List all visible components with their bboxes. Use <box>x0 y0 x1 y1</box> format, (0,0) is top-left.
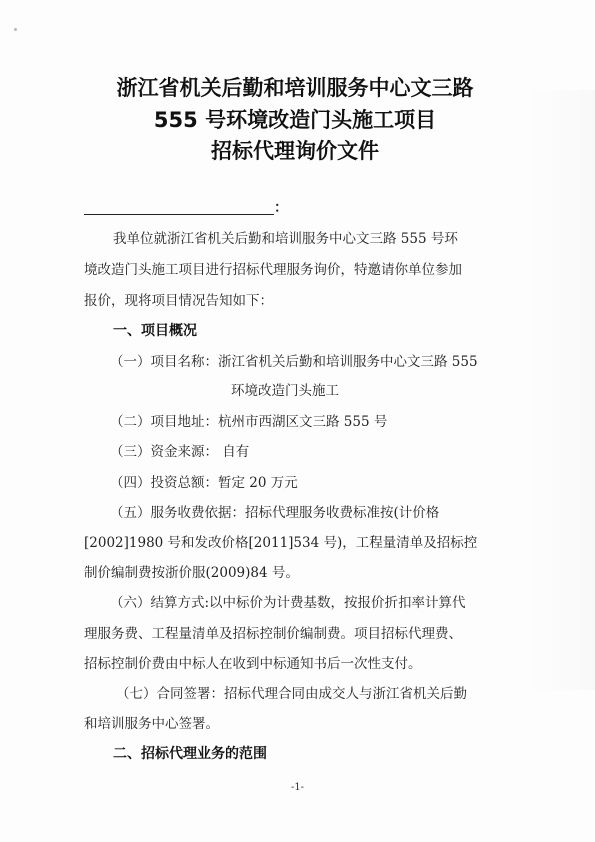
item-4: （四）投资总额：暂定 20 万元 <box>110 475 298 491</box>
item-6-line-2: 理服务费、工程量清单及招标控制价编制费。项目招标代理费、 <box>84 626 462 642</box>
item-1-line-1: （一）项目名称：浙江省机关后勤和培训服务中心文三路 555 <box>110 354 478 370</box>
item-2: （二）项目地址：杭州市西湖区文三路 555 号 <box>110 414 388 430</box>
item-7-line-2: 和培训服务中心签署。 <box>84 716 219 732</box>
intro-line-1: 我单位就浙江省机关后勤和培训服务中心文三路 555 号环 <box>113 231 458 247</box>
scan-shadow <box>525 90 595 690</box>
addressee-colon: ： <box>274 200 288 216</box>
item-5-line-3: 制价编制费按浙价服(2009)84 号。 <box>84 565 299 581</box>
scan-speck <box>14 28 17 31</box>
item-5-line-1: （五）服务收费依据：招标代理服务收费标准按(计价格 <box>110 505 440 521</box>
item-1-line-2: 环境改造门头施工 <box>231 383 339 399</box>
item-6-line-1: （六）结算方式:以中标价为计费基数，按报价折扣率计算代 <box>110 595 466 611</box>
section-1-heading: 一、项目概况 <box>113 323 197 339</box>
intro-line-3: 报价，现将项目情况告知如下： <box>84 293 273 309</box>
document-title-line-2: 555 号环境改造门头施工项目 <box>153 108 437 132</box>
page-number: -1- <box>290 782 305 793</box>
section-2-heading: 二、招标代理业务的范围 <box>113 746 267 762</box>
document-title-line-1: 浙江省机关后勤和培训服务中心文三路 <box>116 76 474 100</box>
intro-line-2: 境改造门头施工项目进行招标代理服务询价，特邀请你单位参加 <box>84 262 462 278</box>
document-title-line-3: 招标代理询价文件 <box>211 139 379 163</box>
addressee-blank-line <box>84 201 274 215</box>
item-5-line-2: [2002]1980 号和发改价格[2011]534 号)，工程量清单及招标控 <box>84 535 478 551</box>
item-7-line-1: （七）合同签署：招标代理合同由成交人与浙江省机关后勤 <box>116 686 467 702</box>
item-3: （三）资金来源： 自有 <box>110 444 250 460</box>
item-6-line-3: 招标控制价费由中标人在收到中标通知书后一次性支付。 <box>84 656 422 672</box>
